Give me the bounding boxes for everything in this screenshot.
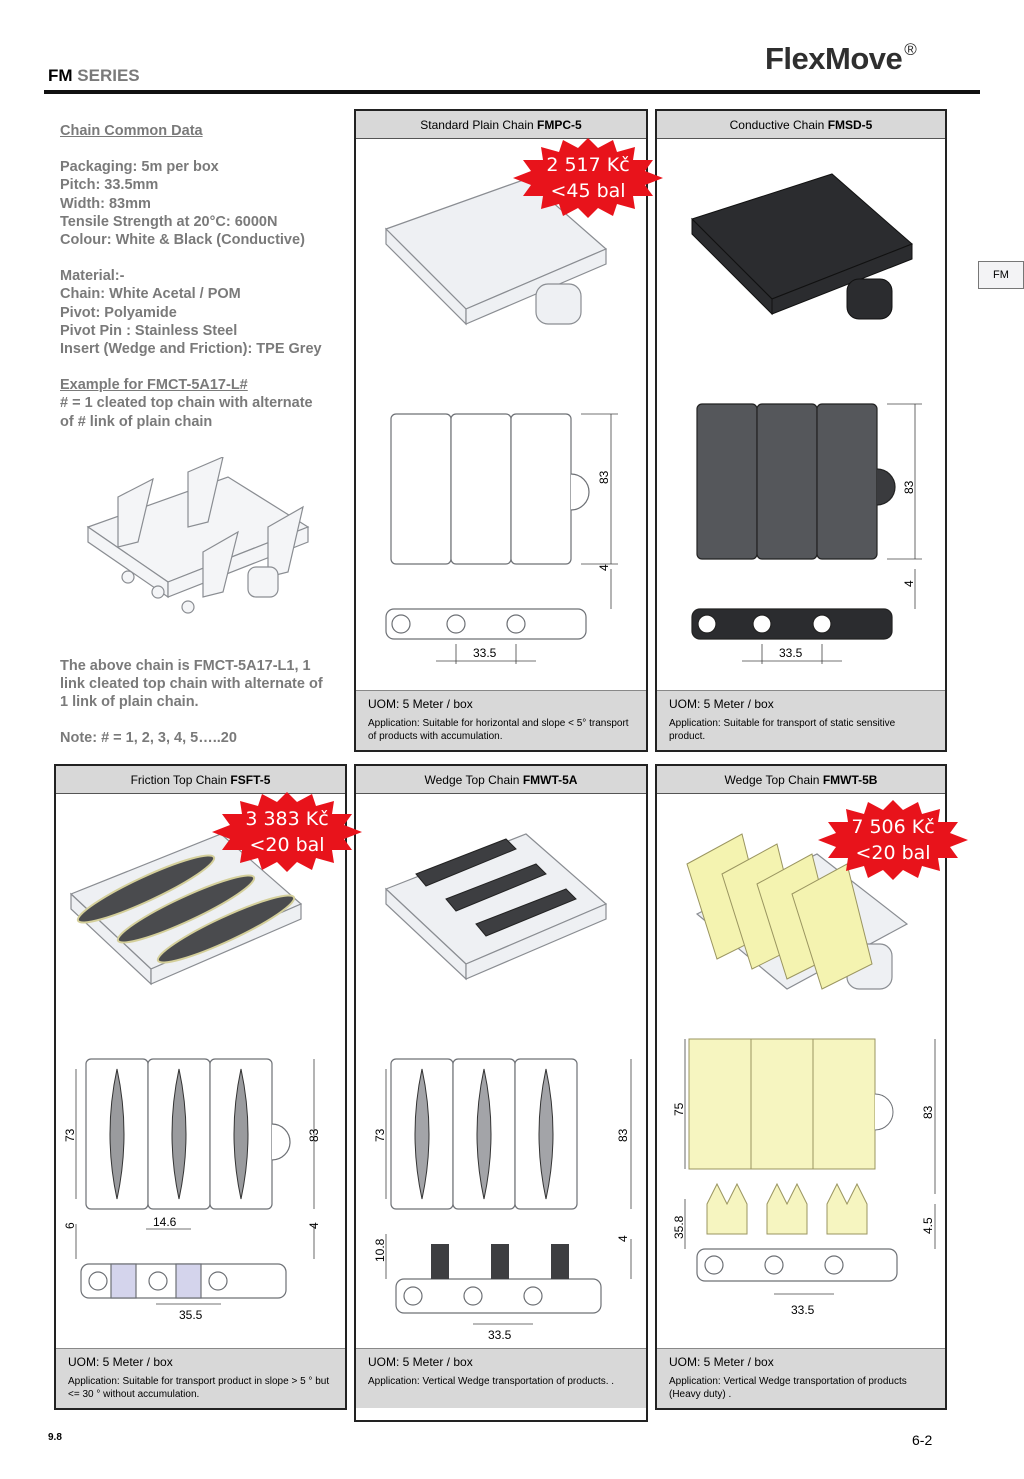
dim-height: 4.5 xyxy=(921,1217,935,1234)
dim-width: 83 xyxy=(902,480,916,494)
panel-footer xyxy=(657,690,945,750)
material-line: Insert (Wedge and Friction): TPE Grey xyxy=(60,341,322,358)
price-qty: <45 bal xyxy=(550,180,626,202)
common-data-column xyxy=(60,122,344,748)
dim-gap: 14.6 xyxy=(153,1215,177,1229)
application-text: Application: Vertical Wedge transportation of products (Heavy duty) . xyxy=(669,1376,907,1400)
panel-footer xyxy=(356,690,646,750)
price-qty: <20 bal xyxy=(249,834,325,856)
material-line: Pivot Pin : Stainless Steel xyxy=(60,322,238,339)
material-heading: Material:- xyxy=(60,268,125,285)
above-line: link cleated top chain with alternate of xyxy=(60,676,323,693)
example-heading: Example for FMCT-5A17-L# xyxy=(60,377,248,394)
side-tab[interactable]: FM xyxy=(978,261,1024,289)
dim-width: 83 xyxy=(597,470,611,484)
panel-footer xyxy=(657,1348,945,1408)
dim-insert: 6 xyxy=(63,1222,77,1229)
price-qty: <20 bal xyxy=(855,842,931,864)
price-tag xyxy=(818,800,968,880)
chain-drawing xyxy=(356,794,646,1364)
uom-text: UOM: 5 Meter / box xyxy=(669,1355,774,1369)
panel-header: Wedge Top Chain FMWT-5B xyxy=(657,766,945,794)
above-line: The above chain is FMCT-5A17-L1, 1 xyxy=(60,657,311,674)
application-text: Application: Suitable for horizontal and slope < 5° transport of products with accumulation. xyxy=(368,718,629,742)
chain-drawing xyxy=(657,139,945,689)
example-line: of # link of plain chain xyxy=(60,413,213,430)
panel-header: Wedge Top Chain FMWT-5A xyxy=(356,766,646,794)
panel-header: Conductive Chain FMSD-5 xyxy=(657,111,945,139)
price-value: 2 517 Kč xyxy=(546,154,630,176)
brand-mark: ® xyxy=(904,40,917,59)
material-line: Pivot: Polyamide xyxy=(60,304,177,321)
dim-inner: 73 xyxy=(63,1128,77,1142)
dim-inner: 75 xyxy=(672,1102,686,1116)
panel-header: Friction Top Chain FSFT-5 xyxy=(56,766,345,794)
dim-width: 83 xyxy=(307,1128,321,1142)
dim-height: 4 xyxy=(902,580,916,587)
uom-text: UOM: 5 Meter / box xyxy=(669,697,774,711)
panel-footer xyxy=(56,1348,345,1408)
page-number: 6-2 xyxy=(912,1432,933,1448)
dim-wedge: 35.8 xyxy=(672,1215,686,1239)
footer-left: 9.8 xyxy=(48,1432,62,1443)
spec-line: Tensile Strength at 20°C: 6000N xyxy=(60,213,278,230)
application-text: Application: Suitable for transport of static sensitive product. xyxy=(669,718,896,742)
material-line: Chain: White Acetal / POM xyxy=(60,286,241,303)
price-tag xyxy=(212,792,362,872)
common-data-heading: Chain Common Data xyxy=(60,123,203,139)
uom-text: UOM: 5 Meter / box xyxy=(368,1355,473,1369)
dim-height: 4 xyxy=(307,1222,321,1229)
spec-line: Packaging: 5m per box xyxy=(60,159,219,176)
dim-pitch: 33.5 xyxy=(473,646,497,660)
brand-name: FlexMove xyxy=(765,41,903,76)
panel-header: Standard Plain Chain FMPC-5 xyxy=(356,111,646,139)
brand-logo xyxy=(765,40,916,77)
panel-fmsd-5 xyxy=(655,109,947,752)
dim-pitch: 35.5 xyxy=(179,1308,203,1322)
dim-wedge: 10.8 xyxy=(373,1238,387,1262)
dim-pitch: 33.5 xyxy=(779,646,803,660)
header-rule xyxy=(44,90,980,94)
dim-width: 83 xyxy=(921,1105,935,1119)
price-value: 3 383 Kč xyxy=(245,808,329,830)
chain-drawing xyxy=(56,794,345,1346)
example-line: # = 1 cleated top chain with alternate xyxy=(60,395,313,412)
spec-line: Colour: White & Black (Conductive) xyxy=(60,232,305,249)
chain-drawing xyxy=(356,139,646,689)
dim-pitch: 33.5 xyxy=(488,1328,512,1342)
series-prefix: FM xyxy=(48,66,73,85)
dim-height: 4 xyxy=(616,1235,630,1242)
series-word: SERIES xyxy=(77,66,140,85)
spec-line: Pitch: 33.5mm xyxy=(60,177,159,194)
cleated-chain-illustration xyxy=(78,457,318,627)
series-title xyxy=(48,66,140,86)
above-line: 1 link of plain chain. xyxy=(60,694,199,711)
panel-footer xyxy=(356,1348,646,1408)
dim-inner: 73 xyxy=(373,1128,387,1142)
application-text: Application: Vertical Wedge transportation of products. . xyxy=(368,1376,615,1387)
dim-width: 83 xyxy=(616,1128,630,1142)
price-tag xyxy=(513,138,663,218)
dim-height: 4 xyxy=(597,564,611,571)
application-text: Application: Suitable for transport product in slope > 5 ° but <= 30 ° without accumulation. xyxy=(68,1376,330,1400)
price-value: 7 506 Kč xyxy=(851,816,935,838)
dim-pitch: 33.5 xyxy=(791,1303,815,1317)
note-line: Note: # = 1, 2, 3, 4, 5…..20 xyxy=(60,730,237,747)
uom-text: UOM: 5 Meter / box xyxy=(368,697,473,711)
panel-fmwt-5a xyxy=(354,764,648,1422)
spec-line: Width: 83mm xyxy=(60,195,151,212)
uom-text: UOM: 5 Meter / box xyxy=(68,1355,173,1369)
